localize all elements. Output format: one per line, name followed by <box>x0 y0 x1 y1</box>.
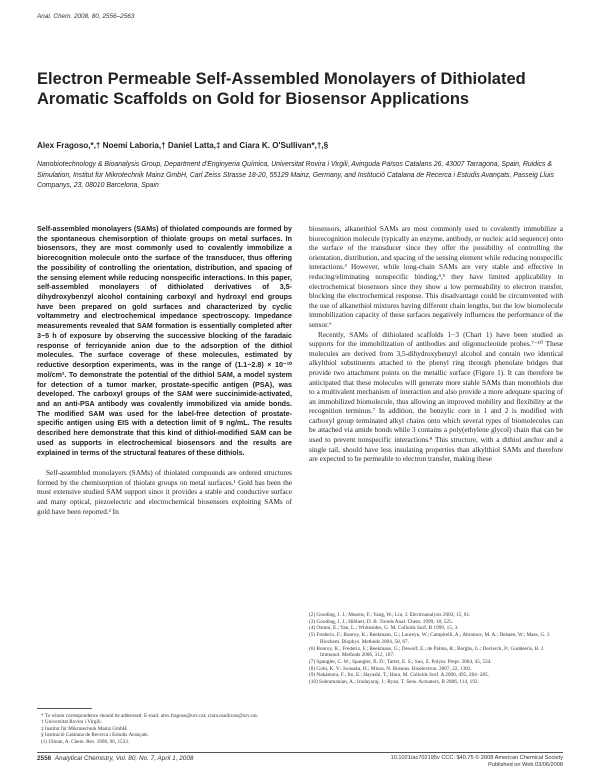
reference-7: (7) Spangler, C. W.; Spangler, B. D.; Tarter, E. S.; Suo, Z. Polym. Prepr. 2004, 45, 524. <box>309 659 492 666</box>
reference-10: (10) Subramanian, A.; Irudayaraj, J.; Ryan, T. Sens. Actuators, B 2006, 114, 192. <box>309 679 479 686</box>
body-paragraph-2: Recently, SAMs of dithiolated scaffolds 1−3 (Chart 1) have been studied as supports for the immobilization of antibodies and oligonucleotide probes.⁷⁻¹⁰ These molecules are derived from 3,5-dihydroxybenzyl alcohol and contain two identical alkylthiol substituents attached to the phenyl ring through phenolate bridges that provide two attachment points on the metallic surface (Figure 1). It can therefore be anticipated that these molecules will generate more stable SAMs than monothiols due to a multivalent mechanism of interaction and also provide a more adequate spacing of an immobilized biomolecule, thus allowing an improved mobility and flexibility at the recognition terminus.⁷ In addition, the benzylic core in 1 and 2 is modified with carboxyl group terminated alkyl chains onto which several types of biomolecules can be attached via amide bonds while 3 contains a poly(ethylene glycol) chain that can be used to prevent nonspecific interactions.⁸ This structure, with a dithiol anchor and a single tail, should have less insulating properties than alkylthiol SAMs and therefore are expected to be permeable to electron transfer, making these <box>309 330 563 464</box>
reference-6: (6) Bonroy, K.; Frederix, F.; Reekmans, G.; Dewolf, E.; de Palma, R.; Borghs, G.; Declerck, P.; Goddeeris, B. J. Immunol. Methods 2006, 312, 167. <box>309 645 545 659</box>
footnote-affiliation-imm: ‡ Institut für Mikrotechnik Mainz GmbH. <box>41 725 128 732</box>
reference-5: (5) Frederix, F.; Bonroy, K.; Reekmans, G.; Laureyn, W.; Campitelli, A.; Abramov, M. A.; Dehaen, W.; Maes, G. J. Biochem. Biophys. Methods 2004, 58, 67. <box>309 632 551 645</box>
footnote-correspondence: * To whom correspondence should be addressed. E-mail: alex.fragoso@urv.cat; ciara.osullivan@urv.cat. <box>41 713 259 719</box>
footer-divider <box>37 752 563 753</box>
intro-paragraph: Self-assembled monolayers (SAMs) of thiolated compounds are ordered structures formed by the chemisorption of thiolate groups on metal surfaces.¹ Gold has been the most extensive studied SAM support since it provides a stable and conductive surface and many optical, piezoelectric and electrochemical biosensors exploiting SAMs of gold have been reported.² In <box>37 469 292 516</box>
reference-1: (1) Ulman, A. Chem. Rev. 1996, 96, 1533. <box>41 738 130 745</box>
footnotes <box>37 713 292 745</box>
body-paragraph-1: biosensors, alkanethiol SAMs are most commonly used to covalently immobilize a biorecognition molecule (typically an enzyme, antibody, or nucleic acid sequence) onto the surface of the transducer since they offer the possibility of controlling the orientation, distribution, and spacing of the sensing element while reducing nonspecific interactions.³ However, while long-chain SAMs are very stable and effective in reducing/eliminating nonspecific binding,⁴,⁵ they have limited applicability in electrochemical biosensors since they show a low permeability to electron transfer, blocking the electrochemical response. This disadvantage could be circumvented with the use of alkanethiol mixtures having different chain lengths, but the low biomolecule immobilization capacity of these surfaces negatively influences the performance of the sensor.⁶ <box>309 225 563 329</box>
left-column <box>37 225 292 517</box>
reference-list <box>309 612 565 686</box>
page-number: 2556 <box>37 755 52 762</box>
footnote-divider <box>37 708 92 709</box>
published-date: Published on Web 03/06/2008 <box>488 762 563 768</box>
footer-publication <box>391 755 563 769</box>
footnote-affiliation-urv: † Universitat Rovira i Virgili. <box>41 719 103 726</box>
journal-issue: Analytical Chemistry, Vol. 80, No. 7, April 1, 2008 <box>54 755 194 762</box>
journal-name: Anal. Chem. <box>37 13 73 20</box>
doi-copyright: 10.1021/ac702195v CCC: $40.75 © 2008 American Chemical Society <box>390 755 563 761</box>
author-affiliations: Nanobiotechnology & Bioanalysis Group, Department d'Enginyeria Química, Universitat Rovira i Virgili, Avinguda Països Catalans 26, 43007 Tarragona, Spain, Ruidics & Simulation, Institut für Mikrotechnik Mainz GmbH, Carl Zeiss Strasse 18-20, 55129 Mainz, Germany, and Institució Catalana de Recerca i Estudis Avançats, Passeig Lluis Companys, 23, 08010 Barcelona, Spain <box>37 161 554 189</box>
article-title: Electron Permeable Self-Assembled Monolayers of Dithiolated Aromatic Scaffolds on Gold for Biosensor Applications <box>37 70 526 108</box>
reference-8: (8) Gobi, K. V.; Iwasaka, H.; Miura, N. Biosens. Bioelectron. 2007, 22, 1382. <box>309 665 472 672</box>
author-list: Alex Fragoso,*,† Noemí Laboria,† Daniel Latta,‡ and Ciara K. O'Sullivan*,†,§ <box>37 141 329 150</box>
reference-4: (4) Ostuni, E.; Yan, L.; Whitesides, G. M. Colloids Surf. B 1999, 15, 3. <box>309 625 459 632</box>
journal-citation <box>37 13 134 20</box>
right-column <box>309 225 563 465</box>
reference-9: (9) Nakamura, F.; Ito, E.; Hayashi, T.; Hara, M. Colloids Surf. A 2006, 495, 284−285. <box>309 672 489 679</box>
journal-volume-pages: 2008, 80, 2556–2563 <box>72 13 135 20</box>
footer-journal <box>37 755 193 762</box>
footnote-affiliation-icrea: § Institució Catalana de Recerca i Estudis Avançats. <box>41 732 149 739</box>
abstract: Self-assembled monolayers (SAMs) of thiolated compounds are formed by the spontaneous chemisorption of thiolate groups on metal surfaces. In biosensors, they are most commonly used to covalently immobilize a biorecognition molecule onto the surface of the transducer, thus offering the possibility of controlling the orientation, distribution, and spacing of the sensing element while reducing nonspecific interactions. In this paper, self-assembled monolayers of dithiolated derivatives of 3,5-dihydroxybenzyl alcohol containing carboxyl and hydroxyl end groups have been prepared on gold surfaces and characterized by cyclic voltammetry and electrochemical impedance spectroscopy. Impedance measurements revealed that SAM formation is essentially completed after 3−5 h of exposure by observing the successive blocking of the faradaic response of ferricyanide anion due to the adsorption of the dithiol molecules. The surface coverage of these molecules, estimated by reductive desorption experiments, was in the range of (1.1−2.8) × 10⁻¹⁰ mol/cm². To demonstrate the potential of the dithiol SAM, a model system for detection of a tumor marker, prostate-specific antigen (PSA), was developed. The carboxyl groups of the SAM were succinimide-activated, and an anti-PSA antibody was covalently immobilized via amide bonds. The modified SAM was used for the label-free detection of prostate-specific antigen using EIS with a detection limit of 9 ng/mL. The results described here demonstrate that this kind of dithiol-modified SAM can be used as supports in electrochemical biosensors and the results are explained in terms of the structural features of these dithiols. <box>37 225 292 457</box>
reference-2: (2) Gooding, J. J.; Mearns, F.; Yang, W.; Liu, J. Electroanalysis 2003, 15, 81. <box>309 612 471 618</box>
reference-3: (3) Gooding, J. J.; Hibbert, D. B. Trends Anal. Chem. 1999, 18, 525. <box>309 618 453 625</box>
